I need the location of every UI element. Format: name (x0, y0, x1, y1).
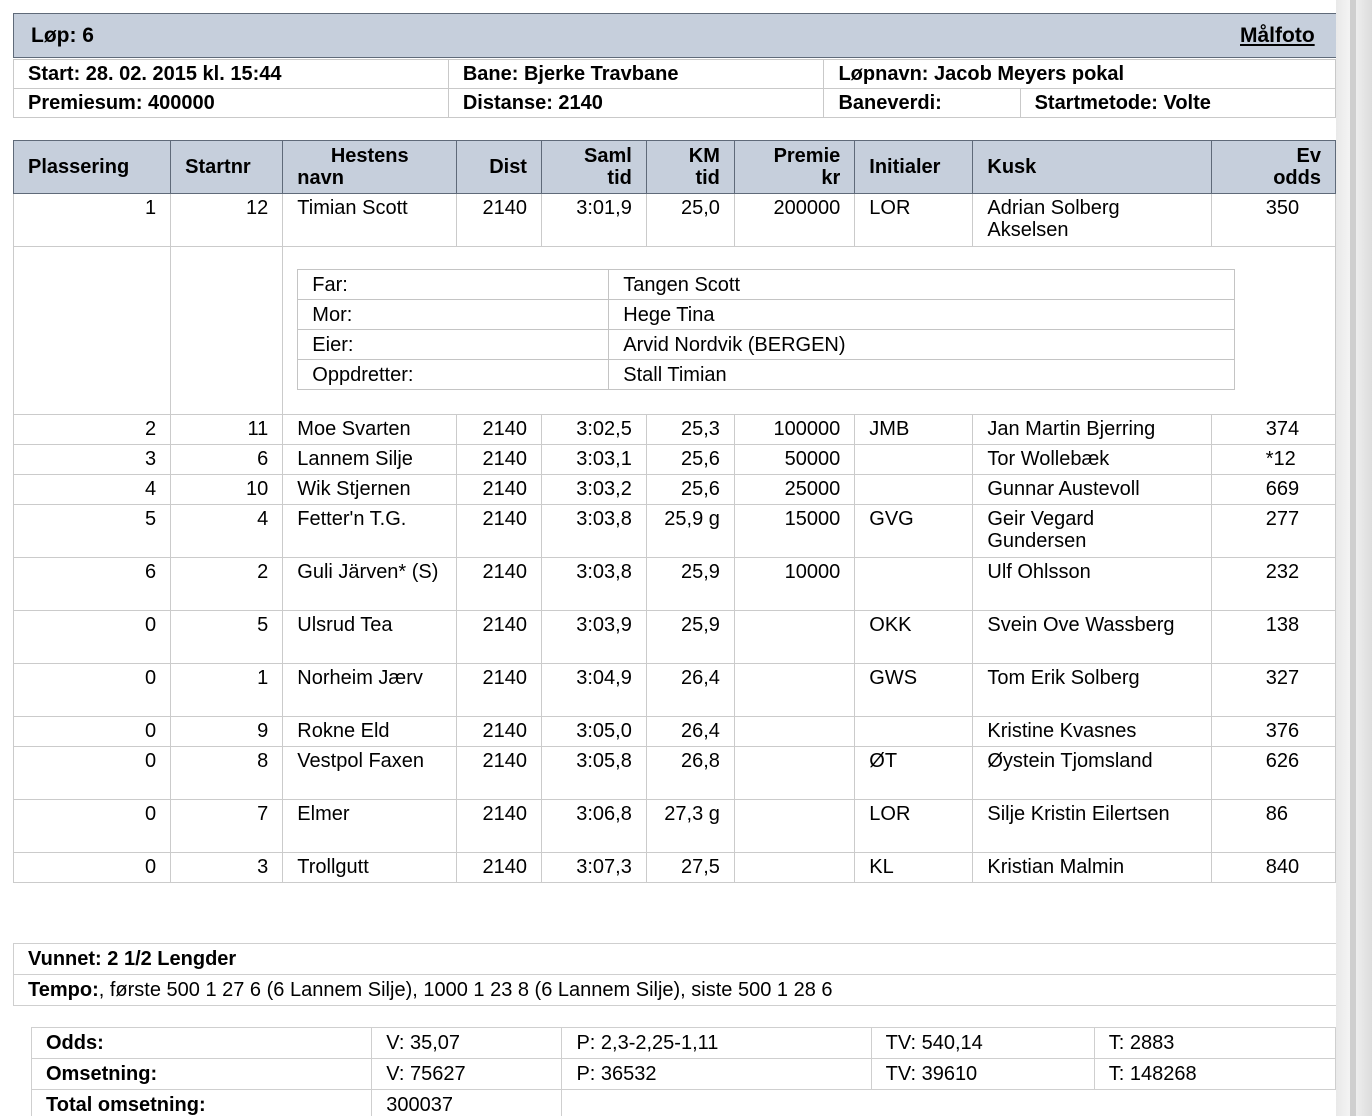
cell-driver: Kristine Kvasnes (973, 717, 1211, 747)
cell-total-time: 3:05,8 (541, 747, 646, 800)
pedigree-item (298, 270, 1235, 300)
cell-placement: 0 (14, 664, 171, 717)
cell-dist: 2140 (457, 853, 542, 883)
cell-initials: GVG (855, 505, 973, 558)
col-placement[interactable]: Plassering (14, 141, 171, 194)
cell-start-no: 3 (171, 853, 283, 883)
cell-driver: Ulf Ohlsson (973, 558, 1211, 611)
col-total-time[interactable]: Saml tid (541, 141, 646, 194)
cell-driver: Tom Erik Solberg (973, 664, 1211, 717)
cell-horse-name: Norheim Jærv (283, 664, 457, 717)
total-turnover-value: 300037 (372, 1090, 562, 1116)
cell-odds: 327 (1211, 664, 1335, 717)
pedigree-label: Mor: (298, 300, 609, 330)
col-odds[interactable]: Ev odds (1211, 141, 1335, 194)
table-row[interactable] (14, 194, 1336, 247)
cell-placement: 3 (14, 445, 171, 475)
cell-dist: 2140 (457, 558, 542, 611)
cell-dist: 2140 (457, 445, 542, 475)
cell-prize: 10000 (734, 558, 854, 611)
cell-horse-name: Lannem Silje (283, 445, 457, 475)
cell-horse-name: Guli Järven* (S) (283, 558, 457, 611)
table-row[interactable] (14, 505, 1336, 558)
cell-km-time: 26,4 (646, 664, 734, 717)
cell-total-time: 3:03,8 (541, 558, 646, 611)
cell-total-time: 3:03,2 (541, 475, 646, 505)
cell-odds: 626 (1211, 747, 1335, 800)
table-row[interactable] (14, 800, 1336, 853)
cell-horse-name: Trollgutt (283, 853, 457, 883)
pedigree-label: Far: (298, 270, 609, 300)
cell-odds: 376 (1211, 717, 1335, 747)
pedigree-label: Oppdretter: (298, 360, 609, 390)
cell-driver: Svein Ove Wassberg (973, 611, 1211, 664)
cell-prize: 50000 (734, 445, 854, 475)
table-row[interactable] (14, 611, 1336, 664)
cell-km-time: 25,9 (646, 611, 734, 664)
race-name: Løpnavn: Jacob Meyers pokal (824, 60, 1336, 89)
cell-driver: Adrian Solberg Akselsen (973, 194, 1211, 247)
cell-km-time: 26,8 (646, 747, 734, 800)
cell-odds: 669 (1211, 475, 1335, 505)
cell-driver: Tor Wollebæk (973, 445, 1211, 475)
cell-start-no: 12 (171, 194, 283, 247)
pedigree-value: Stall Timian (609, 360, 1235, 390)
cell-prize: 15000 (734, 505, 854, 558)
cell-driver: Øystein Tjomsland (973, 747, 1211, 800)
cell-dist: 2140 (457, 747, 542, 800)
cell-initials: ØT (855, 747, 973, 800)
cell-total-time: 3:03,8 (541, 505, 646, 558)
cell-start-no: 11 (171, 415, 283, 445)
cell-km-time: 27,3 g (646, 800, 734, 853)
cell-start-no: 4 (171, 505, 283, 558)
cell-dist: 2140 (457, 505, 542, 558)
cell-placement: 5 (14, 505, 171, 558)
table-row[interactable] (14, 415, 1336, 445)
cell-odds: 374 (1211, 415, 1335, 445)
start-method: Startmetode: Volte (1020, 89, 1335, 118)
cell-odds: 840 (1211, 853, 1335, 883)
cell-horse-name: Rokne Eld (283, 717, 457, 747)
col-km-time[interactable]: KM tid (646, 141, 734, 194)
cell-start-no: 6 (171, 445, 283, 475)
pedigree-table (297, 269, 1235, 390)
cell-initials: LOR (855, 800, 973, 853)
cell-prize: 100000 (734, 415, 854, 445)
odds-tv: TV: 540,14 (871, 1028, 1094, 1059)
cell-km-time: 25,3 (646, 415, 734, 445)
cell-placement: 0 (14, 717, 171, 747)
cell-prize (734, 611, 854, 664)
race-summary (13, 943, 1336, 1006)
turnover-tv: TV: 39610 (871, 1059, 1094, 1090)
cell-prize (734, 717, 854, 747)
cell-placement: 4 (14, 475, 171, 505)
cell-placement: 1 (14, 194, 171, 247)
cell-horse-name: Timian Scott (283, 194, 457, 247)
col-dist[interactable]: Dist (457, 141, 542, 194)
col-prize[interactable]: Premie kr (734, 141, 854, 194)
cell-dist: 2140 (457, 611, 542, 664)
turnover-row (32, 1059, 1336, 1090)
cell-horse-name: Ulsrud Tea (283, 611, 457, 664)
cell-km-time: 26,4 (646, 717, 734, 747)
turnover-v: V: 75627 (372, 1059, 562, 1090)
turnover-label: Omsetning: (32, 1059, 372, 1090)
col-start-no[interactable]: Startnr (171, 141, 283, 194)
cell-initials: GWS (855, 664, 973, 717)
pedigree-row (14, 247, 1336, 415)
cell-placement: 0 (14, 800, 171, 853)
cell-km-time: 25,9 (646, 558, 734, 611)
table-row[interactable] (14, 853, 1336, 883)
cell-driver: Gunnar Austevoll (973, 475, 1211, 505)
odds-table (31, 1027, 1336, 1116)
start-time: Start: 28. 02. 2015 kl. 15:44 (14, 60, 449, 89)
cell-odds: *12 (1211, 445, 1335, 475)
cell-initials (855, 475, 973, 505)
race-info-table (13, 59, 1336, 118)
table-row[interactable] (14, 445, 1336, 475)
cell-total-time: 3:06,8 (541, 800, 646, 853)
results-table (13, 140, 1336, 883)
cell-start-no: 8 (171, 747, 283, 800)
cell-total-time: 3:01,9 (541, 194, 646, 247)
cell-odds: 86 (1211, 800, 1335, 853)
cell-prize: 25000 (734, 475, 854, 505)
pedigree-label: Eier: (298, 330, 609, 360)
cell-initials (855, 558, 973, 611)
table-row[interactable] (14, 747, 1336, 800)
pedigree-item (298, 300, 1235, 330)
cell-horse-name: Wik Stjernen (283, 475, 457, 505)
distance: Distanse: 2140 (448, 89, 824, 118)
cell-start-no: 7 (171, 800, 283, 853)
cell-prize (734, 800, 854, 853)
table-row[interactable] (14, 475, 1336, 505)
race-header (13, 13, 1336, 58)
tempo: Tempo:, første 500 1 27 6 (6 Lannem Silje), 1000 1 23 8 (6 Lannem Silje), siste 500 1 28 6 (14, 975, 1337, 1006)
cell-driver: Silje Kristin Eilertsen (973, 800, 1211, 853)
cell-total-time: 3:02,5 (541, 415, 646, 445)
odds-v: V: 35,07 (372, 1028, 562, 1059)
cell-dist: 2140 (457, 415, 542, 445)
track-name: Bane: Bjerke Travbane (448, 60, 824, 89)
cell-odds: 138 (1211, 611, 1335, 664)
vertical-scrollbar[interactable] (1336, 0, 1372, 1116)
turnover-p: P: 36532 (562, 1059, 871, 1090)
cell-km-time: 25,6 (646, 475, 734, 505)
cell-start-no: 5 (171, 611, 283, 664)
odds-label: Odds: (32, 1028, 372, 1059)
prize-sum: Premiesum: 400000 (14, 89, 449, 118)
cell-initials: OKK (855, 611, 973, 664)
table-row[interactable] (14, 717, 1336, 747)
cell-dist: 2140 (457, 194, 542, 247)
total-turnover-label: Total omsetning: (32, 1090, 372, 1116)
cell-total-time: 3:03,1 (541, 445, 646, 475)
cell-odds: 350 (1211, 194, 1335, 247)
cell-dist: 2140 (457, 717, 542, 747)
results-header-row (14, 141, 1336, 194)
cell-odds: 232 (1211, 558, 1335, 611)
cell-total-time: 3:04,9 (541, 664, 646, 717)
cell-start-no: 10 (171, 475, 283, 505)
pedigree-item (298, 330, 1235, 360)
cell-horse-name: Elmer (283, 800, 457, 853)
cell-initials (855, 717, 973, 747)
odds-t: T: 2883 (1094, 1028, 1335, 1059)
odds-row (32, 1028, 1336, 1059)
cell-initials (855, 445, 973, 475)
col-driver[interactable]: Kusk (973, 141, 1211, 194)
cell-total-time: 3:03,9 (541, 611, 646, 664)
cell-start-no: 1 (171, 664, 283, 717)
cell-prize (734, 853, 854, 883)
cell-dist: 2140 (457, 475, 542, 505)
col-initials[interactable]: Initialer (855, 141, 973, 194)
col-horse[interactable]: Hestens navn (283, 141, 457, 194)
cell-prize (734, 747, 854, 800)
cell-start-no: 2 (171, 558, 283, 611)
cell-odds: 277 (1211, 505, 1335, 558)
cell-horse-name: Fetter'n T.G. (283, 505, 457, 558)
table-row[interactable] (14, 664, 1336, 717)
won-margin: Vunnet: 2 1/2 Lengder (14, 944, 1337, 975)
cell-initials: JMB (855, 415, 973, 445)
cell-km-time: 25,0 (646, 194, 734, 247)
cell-horse-name: Vestpol Faxen (283, 747, 457, 800)
cell-km-time: 27,5 (646, 853, 734, 883)
cell-driver: Kristian Malmin (973, 853, 1211, 883)
table-row[interactable] (14, 558, 1336, 611)
race-title: Løp: 6 (31, 24, 94, 47)
cell-placement: 0 (14, 853, 171, 883)
cell-total-time: 3:07,3 (541, 853, 646, 883)
pedigree-value: Arvid Nordvik (BERGEN) (609, 330, 1235, 360)
cell-initials: KL (855, 853, 973, 883)
pedigree-item (298, 360, 1235, 390)
track-value: Baneverdi: (824, 89, 1020, 118)
cell-placement: 6 (14, 558, 171, 611)
pedigree-value: Tangen Scott (609, 270, 1235, 300)
cell-placement: 2 (14, 415, 171, 445)
pedigree-value: Hege Tina (609, 300, 1235, 330)
total-turnover-row (32, 1090, 1336, 1116)
odds-p: P: 2,3-2,25-1,11 (562, 1028, 871, 1059)
photo-finish-link[interactable]: Målfoto (1240, 24, 1315, 47)
cell-driver: Geir Vegard Gundersen (973, 505, 1211, 558)
cell-placement: 0 (14, 747, 171, 800)
cell-horse-name: Moe Svarten (283, 415, 457, 445)
cell-km-time: 25,9 g (646, 505, 734, 558)
cell-initials: LOR (855, 194, 973, 247)
cell-km-time: 25,6 (646, 445, 734, 475)
cell-placement: 0 (14, 611, 171, 664)
cell-prize (734, 664, 854, 717)
cell-total-time: 3:05,0 (541, 717, 646, 747)
turnover-t: T: 148268 (1094, 1059, 1335, 1090)
cell-start-no: 9 (171, 717, 283, 747)
cell-driver: Jan Martin Bjerring (973, 415, 1211, 445)
cell-prize: 200000 (734, 194, 854, 247)
cell-dist: 2140 (457, 664, 542, 717)
cell-dist: 2140 (457, 800, 542, 853)
